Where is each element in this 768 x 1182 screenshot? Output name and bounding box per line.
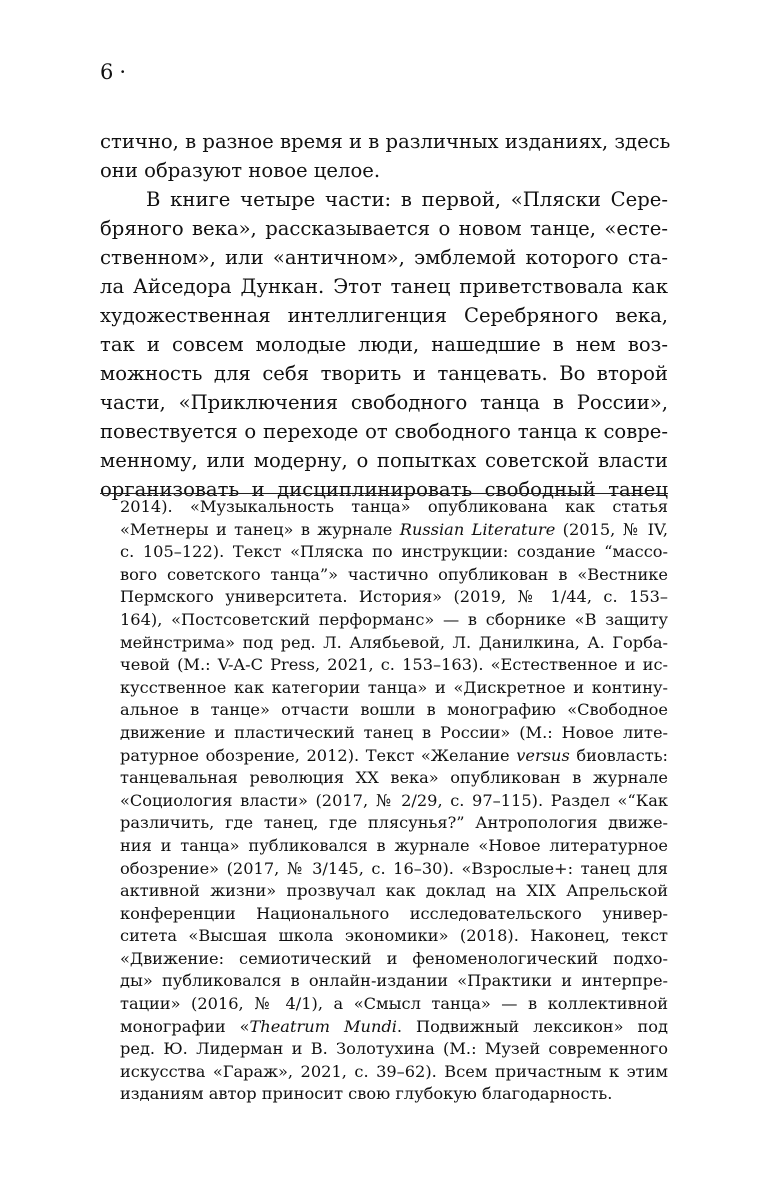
footnote-line: кусственное как категории танца» и «Дискретное и контину- [120, 677, 668, 697]
footnote-line: «Движение: семиотический и феноменологический подхо- [120, 948, 668, 968]
footnote-text: «Метнеры и танец» в журнале [120, 519, 400, 539]
footnote-line: обозрение» (2017, № 3/145, с. 16–30). «Взрослые+: танец для [120, 858, 668, 878]
footnote-line: вого советского танца”» частично опубликован в «Вестнике [120, 564, 668, 584]
footnote-text: (2015, № IV, [555, 519, 668, 539]
footnote-line: альное в танце» отчасти вошли в монографию «Свободное [120, 700, 668, 720]
text-line: они образуют новое целое. [100, 159, 381, 182]
text-line: части, «Приключения свободного танца в России», [100, 391, 668, 414]
footnote-line: 2014). «Музыкальность танца» опубликована как статья [120, 497, 668, 516]
footnote-line: изданиям автор приносит свою глубокую благодарность. [120, 1084, 613, 1104]
footnote-line: чевой (М.: V-A-C Press, 2021, с. 153–163). «Естественное и ис- [120, 655, 668, 675]
footnote-text: . Подвижный лексикон» под [396, 1016, 668, 1036]
text-line: бряного века», рассказывается о новом танце, «есте- [100, 217, 668, 240]
footnote-line: активной жизни» прозвучал как доклад на XIX Апрельской [120, 881, 668, 901]
text-line: повествуется о переходе от свободного танца к совре- [100, 420, 668, 443]
footnote-line: ред. Ю. Лидерман и В. Золотухина (М.: Музей современного [120, 1039, 668, 1059]
footnote-line: различить, где танец, где плясунья?” Антропология движе- [120, 813, 668, 833]
footnote-line: с. 105–122). Текст «Пляска по инструкции: создание “массо- [120, 542, 668, 562]
footnote-line: танцевальная революция XX века» опубликован в журнале [120, 768, 668, 788]
text-line: стично, в разное время и в различных изданиях, здесь [100, 130, 671, 153]
text-line: менному, или модерну, о попытках советской власти [100, 449, 668, 472]
main-text [100, 127, 671, 504]
footnote-divider [100, 493, 668, 494]
footnote-italic-word: versus [516, 745, 570, 765]
footnote-line: ды» публиковался в онлайн-издании «Практики и интерпре- [120, 971, 668, 991]
footnote-line: мейнстрима» под ред. Л. Алябьевой, Л. Данилкина, А. Горба- [120, 632, 668, 652]
footnote-line: движение и пластический танец в России» (М.: Новое лите- [120, 722, 668, 742]
footnote-line [120, 745, 668, 768]
footnote-line [120, 1016, 668, 1039]
footnote-line: Пермского университета. История» (2019, № 1/44, с. 153– [120, 587, 668, 607]
footnote-text: монографии « [120, 1016, 250, 1036]
footnote-text: биовласть: [569, 745, 668, 765]
text-line: организовать и дисциплинировать свободный танец [100, 478, 668, 501]
text-line: так и совсем молодые люди, нашедшие в нем воз- [100, 333, 668, 356]
text-line: художественная интеллигенция Серебряного века, [100, 304, 668, 327]
footnote-line: конференции Национального исследовательского универ- [120, 903, 668, 923]
footnote-text: ратурное обозрение, 2012). Текст «Желание [120, 745, 517, 765]
text-line: можность для себя творить и танцевать. Во второй [100, 362, 668, 385]
text-line: В книге четыре части: в первой, «Пляски Сере- [146, 188, 668, 211]
footnote-line: ситета «Высшая школа экономики» (2018). Наконец, текст [120, 926, 668, 946]
page-header [100, 58, 126, 86]
footnote-line: искусства «Гараж», 2021, с. 39–62). Всем причастным к этим [120, 1061, 668, 1081]
footnote-italic-title: Russian Literature [399, 519, 556, 539]
footnote-line: ния и танца» публиковался в журнале «Новое литературное [120, 835, 668, 855]
footnote-line: «Социология власти» (2017, № 2/29, с. 97–115). Раздел «“Как [120, 790, 668, 810]
footnote-italic-title: Theatrum Mundi [249, 1016, 397, 1036]
page-number-separator: · [119, 60, 127, 84]
footnote-line: 164), «Постсоветский перформанс» — в сборнике «В защиту [120, 609, 668, 629]
page-number: 6 [100, 60, 114, 84]
text-line: ственном», или «античном», эмблемой которого ста- [100, 246, 668, 269]
footnote-line: тации» (2016, № 4/1), а «Смысл танца» — в коллективной [120, 994, 668, 1014]
footnote-line [120, 519, 668, 542]
text-line: ла Айседора Дункан. Этот танец приветствовала как [100, 275, 668, 298]
footnote [120, 496, 668, 1106]
